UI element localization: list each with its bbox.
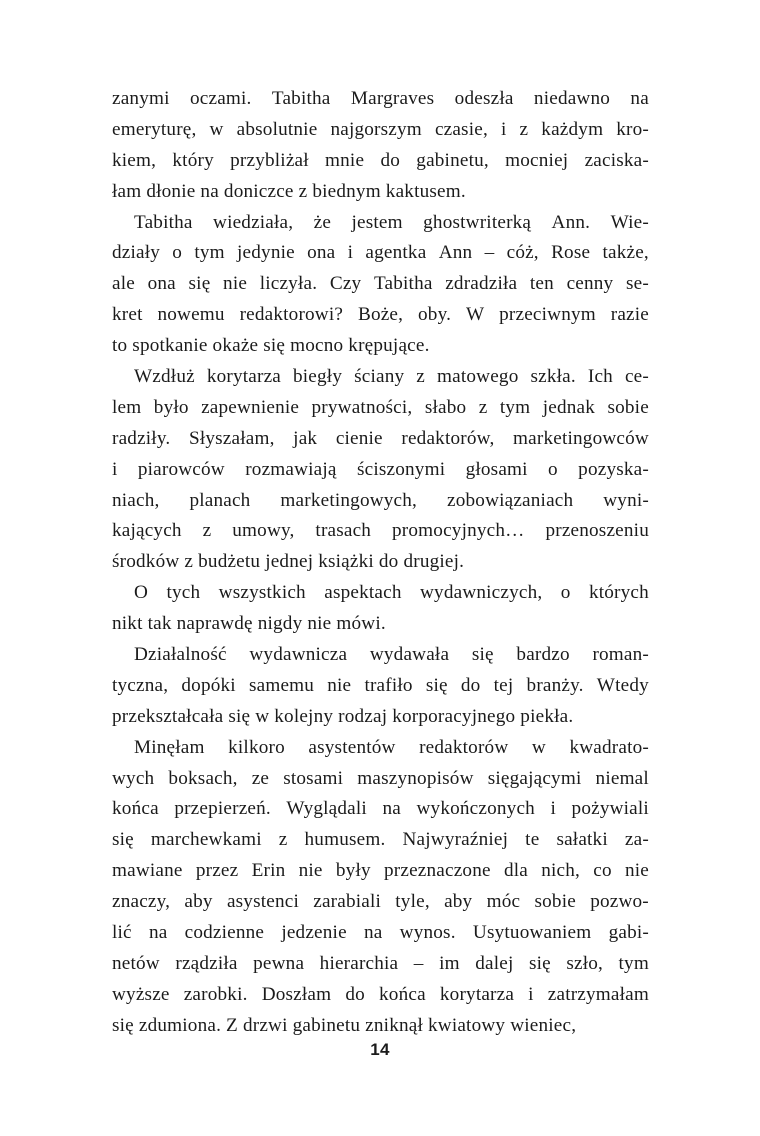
text-line — [112, 949, 649, 980]
text-line — [112, 887, 649, 918]
text-word: do — [460, 674, 481, 696]
text-word: marketingowych, — [280, 489, 418, 511]
text-word: ona — [307, 242, 336, 264]
text-word: wydawnicza — [249, 644, 348, 666]
text-word: ze — [251, 767, 270, 789]
text-word: oby. — [418, 304, 452, 326]
text-line — [112, 208, 649, 239]
text-word: także, — [602, 242, 649, 264]
text-word: wyższe — [112, 983, 170, 1005]
text-word: działy — [112, 242, 161, 264]
text-word: kilkoro — [228, 736, 285, 758]
text-word: umowy, — [232, 520, 295, 542]
text-line — [112, 671, 649, 702]
text-word: się — [425, 674, 448, 696]
text-word: zatrzymałam — [547, 983, 649, 1005]
text-word: Wtedy — [596, 674, 649, 696]
text-word: samemu — [248, 674, 315, 696]
text-line — [112, 424, 649, 455]
text-word: mnie — [325, 149, 365, 171]
text-word: o — [560, 582, 571, 604]
text-word: za- — [624, 829, 649, 851]
text-word: zdradziła — [445, 273, 518, 295]
text-word: przeznaczone — [384, 860, 491, 882]
text-word: niemal — [595, 767, 649, 789]
text-line — [112, 84, 649, 115]
text-word: im — [439, 952, 460, 974]
text-word: na — [363, 922, 383, 944]
text-word: sałatki — [556, 829, 608, 851]
text-word: lem — [112, 396, 142, 418]
text-word: Ich — [587, 366, 613, 388]
text-word: jednak — [542, 396, 596, 418]
text-word: tym — [618, 952, 649, 974]
text-word: tym — [194, 242, 225, 264]
text-word: zaciska- — [584, 149, 649, 171]
text-word: Erin — [251, 860, 286, 882]
text-line — [112, 393, 649, 424]
text-word: móc — [486, 891, 521, 913]
text-word: tym — [499, 396, 531, 418]
text-line — [112, 455, 649, 486]
text-word: wych — [112, 767, 155, 789]
text-word: dopóki — [181, 674, 236, 696]
text-line — [112, 578, 649, 609]
text-word: były — [335, 860, 371, 882]
text-word: kro- — [616, 118, 649, 140]
text-word: humusem. — [304, 829, 386, 851]
text-line — [112, 918, 649, 949]
text-word: czasie, — [434, 118, 488, 140]
text-line: łam dłonie na doniczce z biednym kaktusem. — [112, 180, 466, 202]
paragraph — [112, 84, 649, 208]
text-word: gabi- — [608, 922, 649, 944]
text-word: Wyglądali — [286, 798, 367, 820]
text-word: lić — [112, 922, 132, 944]
text-word: maszynopisów — [357, 767, 474, 789]
text-word: jedzenie — [281, 922, 347, 944]
text-word: z — [278, 829, 288, 851]
text-word: ściszonymi — [356, 458, 446, 480]
text-word: niedawno — [533, 88, 611, 109]
body-text-block — [112, 84, 649, 1042]
paragraph — [112, 733, 649, 1042]
text-word: radziły. — [112, 427, 171, 449]
text-word: mocniej — [505, 149, 569, 171]
text-word: pożywiali — [571, 798, 649, 820]
text-word: cenny — [566, 273, 614, 295]
text-word: wykończonych — [416, 798, 535, 820]
paragraph — [112, 362, 649, 578]
text-word: każdym — [541, 118, 604, 140]
text-word: jak — [293, 427, 318, 449]
text-word: głosami — [465, 458, 528, 480]
text-word: nowemu — [157, 304, 225, 326]
text-word: pozyska- — [578, 458, 649, 480]
text-word: przeciwnym — [499, 304, 596, 326]
text-word: i — [528, 983, 534, 1005]
text-word: aspektach — [324, 582, 402, 604]
text-word: ghostwriterką — [423, 211, 532, 233]
text-word: znaczy, — [112, 891, 171, 913]
text-word: z — [519, 118, 529, 140]
text-word: ona — [147, 273, 176, 295]
text-word: odeszła — [454, 88, 514, 109]
text-word: boksach, — [168, 767, 238, 789]
text-word: marketingowców — [513, 427, 649, 449]
text-word: i — [500, 118, 507, 140]
text-line — [112, 362, 649, 393]
text-word: gabinetu, — [416, 149, 489, 171]
text-line — [112, 764, 649, 795]
text-line — [112, 516, 649, 547]
text-word: asystenci — [226, 891, 299, 913]
text-word: przenoszeniu — [545, 520, 649, 542]
text-word: rozmawiają — [245, 458, 337, 480]
text-word: oczami. — [190, 88, 252, 109]
text-word: kających — [112, 520, 182, 542]
text-line — [112, 640, 649, 671]
text-line — [112, 856, 649, 887]
text-word: promocyjnych… — [392, 520, 525, 542]
text-word: nie — [223, 273, 248, 295]
text-word: liczyła. — [259, 273, 318, 295]
text-line — [112, 486, 649, 517]
text-word: na — [148, 922, 168, 944]
paragraph — [112, 208, 649, 362]
text-word: było — [153, 396, 189, 418]
text-word: ściany — [354, 366, 405, 388]
text-word: Wzdłuż — [134, 366, 195, 388]
text-word: aby — [184, 891, 213, 913]
text-word: Słyszałam, — [188, 427, 275, 449]
text-word: biegły — [293, 366, 343, 388]
text-word: jedynie — [237, 242, 295, 264]
text-word: Działalność — [134, 644, 227, 666]
text-word: Doszłam — [261, 983, 332, 1005]
text-word: absolutnie — [236, 118, 318, 140]
text-word: ten — [529, 273, 554, 295]
text-word: o — [548, 458, 558, 480]
text-word: cóż, — [506, 242, 539, 264]
text-word: końca — [112, 798, 159, 820]
text-line — [112, 300, 649, 331]
text-word: kiem, — [112, 149, 157, 171]
text-word: Usytuowaniem — [472, 922, 592, 944]
text-word: z — [202, 520, 212, 542]
text-word: korytarza — [439, 983, 515, 1005]
text-word: O — [134, 582, 149, 604]
text-word: rządziła — [175, 952, 238, 974]
text-word: stosami — [283, 767, 344, 789]
text-word: wydawniczych, — [420, 582, 543, 604]
text-line — [112, 146, 649, 177]
text-line: środków z budżetu jednej książki do drugiej. — [112, 551, 465, 573]
text-line — [112, 115, 649, 146]
text-word: nie — [624, 860, 649, 882]
text-word: i — [550, 798, 557, 820]
page-number: 14 — [370, 1040, 390, 1059]
text-word: dla — [503, 860, 528, 882]
text-word: wszystkich — [218, 582, 306, 604]
text-word: zanymi — [112, 88, 170, 109]
text-word: których — [588, 582, 649, 604]
text-word: Tabitha — [271, 88, 331, 109]
text-word: zobowiązaniach — [447, 489, 574, 511]
text-word: Czy — [329, 273, 362, 295]
text-word: Tabitha — [134, 211, 193, 233]
text-word: W — [465, 304, 485, 326]
text-word: sięgającymi — [487, 767, 582, 789]
text-word: pewna — [253, 952, 305, 974]
text-word: się — [528, 952, 551, 974]
text-word: niach, — [112, 489, 160, 511]
text-word: szło, — [566, 952, 604, 974]
text-word: nich, — [541, 860, 580, 882]
text-word: Boże, — [357, 304, 404, 326]
text-line — [112, 980, 649, 1011]
text-line — [112, 733, 649, 764]
text-word: aby — [444, 891, 473, 913]
text-word: w — [531, 736, 546, 758]
text-word: się — [471, 644, 494, 666]
text-word: Margraves — [350, 88, 435, 109]
text-word: razie — [610, 304, 649, 326]
text-word: emeryturę, — [112, 118, 197, 140]
text-word: korytarza — [206, 366, 281, 388]
text-word: jestem — [351, 211, 403, 233]
text-word: ale — [112, 273, 135, 295]
text-word: że — [313, 211, 332, 233]
text-word: trasach — [315, 520, 372, 542]
text-word: do — [345, 983, 365, 1005]
text-word: cienie — [335, 427, 383, 449]
text-word: szkła. — [530, 366, 576, 388]
text-line: się zdumiona. Z drzwi gabinetu zniknął kwiatowy wieniec, — [112, 1014, 577, 1036]
text-word: tyczna, — [112, 674, 169, 696]
text-word: nie — [298, 860, 323, 882]
text-word: i — [112, 458, 118, 480]
text-word: sobie — [534, 891, 576, 913]
text-word: hierarchia — [319, 952, 399, 974]
text-word: z — [478, 396, 488, 418]
text-word: sobie — [607, 396, 649, 418]
text-word: zarobki. — [183, 983, 248, 1005]
text-word: co — [593, 860, 612, 882]
text-word: Najwyraźniej — [402, 829, 509, 851]
text-word: mawiane — [112, 860, 183, 882]
text-word: trafiło — [364, 674, 413, 696]
text-line — [112, 269, 649, 300]
text-word: o — [172, 242, 183, 264]
text-word: wydawała — [369, 644, 450, 666]
text-word: na — [382, 798, 401, 820]
text-word: – — [484, 242, 495, 264]
text-word: nie — [327, 674, 352, 696]
text-word: planach — [189, 489, 251, 511]
text-word: kwadrato- — [569, 736, 649, 758]
text-word: przez — [195, 860, 239, 882]
text-word: słabo — [424, 396, 467, 418]
text-word: wiedziała, — [213, 211, 294, 233]
text-word: z — [416, 366, 426, 388]
text-word: bardzo — [516, 644, 570, 666]
text-word: redaktorów, — [401, 427, 495, 449]
text-word: piarowców — [137, 458, 225, 480]
text-word: tyle, — [395, 891, 430, 913]
text-word: przybliżał — [230, 149, 309, 171]
text-word: który — [172, 149, 214, 171]
text-word: redaktorowi? — [239, 304, 344, 326]
text-word: codzienne — [184, 922, 265, 944]
text-word: najgorszym — [330, 118, 422, 140]
text-word: marchewkami — [150, 829, 262, 851]
text-word: pozwo- — [590, 891, 649, 913]
text-word: tych — [166, 582, 201, 604]
text-word: redaktorów — [419, 736, 509, 758]
text-word: netów — [112, 952, 160, 974]
text-word: się — [188, 273, 211, 295]
text-word: w — [209, 118, 224, 140]
text-word: zapewnienie — [201, 396, 300, 418]
text-word: Ann — [438, 242, 473, 264]
text-word: kret — [112, 304, 143, 326]
text-word: i — [347, 242, 354, 264]
text-word: ce- — [624, 366, 649, 388]
text-word: asystentów — [308, 736, 396, 758]
text-word: się — [112, 829, 134, 851]
text-word: tej — [493, 674, 514, 696]
text-word: Rose — [551, 242, 591, 264]
text-line — [112, 238, 649, 269]
text-word: wyni- — [603, 489, 649, 511]
text-word: se- — [625, 273, 649, 295]
text-word: zarabiali — [313, 891, 382, 913]
text-line: to spotkanie okaże się mocno krępujące. — [112, 335, 430, 357]
text-line — [112, 825, 649, 856]
text-word: wynos. — [399, 922, 456, 944]
text-line: przekształcała się w kolejny rodzaj korporacyjnego piekła. — [112, 705, 574, 727]
text-word: końca — [379, 983, 426, 1005]
text-word: agentka — [365, 242, 427, 264]
text-line — [112, 794, 649, 825]
text-word: – — [413, 952, 424, 974]
text-word: Ann. — [551, 211, 591, 233]
text-line: nikt tak naprawdę nigdy nie mówi. — [112, 613, 386, 635]
text-word: branży. — [526, 674, 584, 696]
text-word: te — [525, 829, 540, 851]
text-word: Tabitha — [373, 273, 433, 295]
text-word: roman- — [592, 644, 649, 666]
text-word: na — [630, 88, 649, 109]
text-word: Wie- — [610, 211, 649, 233]
text-word: prywatności, — [311, 396, 413, 418]
text-word: matowego — [437, 366, 519, 388]
paragraph — [112, 640, 649, 733]
paragraph — [112, 578, 649, 640]
text-word: Minęłam — [134, 736, 205, 758]
text-word: dalej — [475, 952, 514, 974]
text-word: przepierzeń. — [174, 798, 271, 820]
text-word: do — [380, 149, 401, 171]
